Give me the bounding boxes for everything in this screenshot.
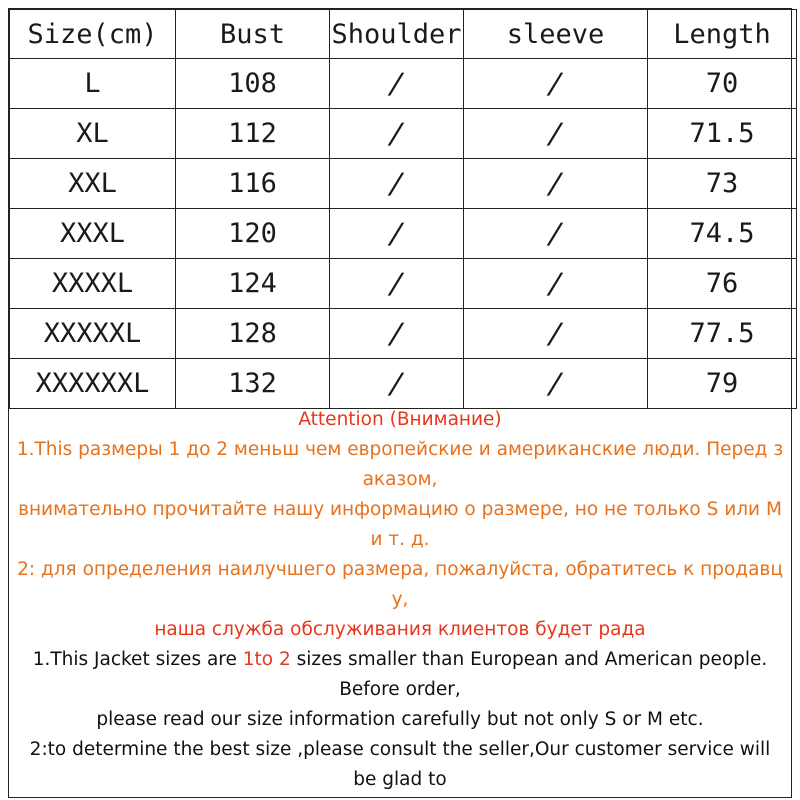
cell-shoulder: / xyxy=(330,159,464,209)
table-row xyxy=(10,159,797,209)
en-note-line: please read our size information carefully but not only S or M etc. xyxy=(96,709,704,730)
size-notes xyxy=(9,405,791,795)
cell-size: XL xyxy=(10,109,176,159)
cell-shoulder: / xyxy=(330,109,464,159)
size-table xyxy=(9,9,797,409)
cell-sleeve: / xyxy=(464,259,648,309)
table-row xyxy=(10,309,797,359)
cell-length: 79 xyxy=(648,359,797,409)
cell-length: 70 xyxy=(648,59,797,109)
ru-note-line: аказом, xyxy=(362,469,438,490)
ru-note-line: и т. д. xyxy=(370,529,430,550)
en-note-line: 2:to determine the best size ,please consult the seller,Our customer service will xyxy=(29,739,771,760)
size-chart-sheet xyxy=(8,8,792,798)
cell-size: XXXL xyxy=(10,209,176,259)
cell-size: XXXXL xyxy=(10,259,176,309)
header-sleeve: sleeve xyxy=(464,10,648,59)
cell-sleeve: / xyxy=(464,359,648,409)
cell-size: XXXXXXL xyxy=(10,359,176,409)
ru-note-line: у, xyxy=(391,589,409,610)
cell-size: XXL xyxy=(10,159,176,209)
cell-shoulder: / xyxy=(330,359,464,409)
cell-bust: 112 xyxy=(176,109,330,159)
cell-length: 76 xyxy=(648,259,797,309)
cell-shoulder: / xyxy=(330,59,464,109)
cell-sleeve: / xyxy=(464,159,648,209)
ru-note-line: 1.This размеры 1 до 2 меньш чем европейские и американские люди. Перед з xyxy=(16,439,784,460)
cell-bust: 108 xyxy=(176,59,330,109)
header-shoulder: Shoulder xyxy=(330,10,464,59)
cell-shoulder: / xyxy=(330,209,464,259)
en-note-text: 1.This Jacket sizes are xyxy=(32,649,243,670)
cell-size: L xyxy=(10,59,176,109)
header-size: Size(cm) xyxy=(10,10,176,59)
cell-bust: 128 xyxy=(176,309,330,359)
cell-bust: 120 xyxy=(176,209,330,259)
attention-heading: Attention (Внимание) xyxy=(298,409,502,430)
cell-sleeve: / xyxy=(464,59,648,109)
table-row xyxy=(10,209,797,259)
cell-bust: 116 xyxy=(176,159,330,209)
cell-length: 74.5 xyxy=(648,209,797,259)
cell-length: 73 xyxy=(648,159,797,209)
cell-sleeve: / xyxy=(464,309,648,359)
en-note-line: Before order, xyxy=(339,679,461,700)
cell-bust: 124 xyxy=(176,259,330,309)
en-note-line: be glad to xyxy=(353,769,447,790)
cell-length: 71.5 xyxy=(648,109,797,159)
cell-sleeve: / xyxy=(464,209,648,259)
table-row xyxy=(10,359,797,409)
ru-note-line: внимательно прочитайте нашу информацию о размере, но не только S или M xyxy=(18,499,782,520)
en-note-highlight: 1to 2 xyxy=(242,649,291,670)
cell-shoulder: / xyxy=(330,309,464,359)
table-header-row xyxy=(10,10,797,59)
table-row xyxy=(10,259,797,309)
header-length: Length xyxy=(648,10,797,59)
en-note-line xyxy=(9,645,791,675)
table-row xyxy=(10,59,797,109)
en-note-text: sizes smaller than European and American people. xyxy=(290,649,768,670)
ru-note-line: 2: для определения наилучшего размера, пожалуйста, обратитесь к продавц xyxy=(17,559,783,580)
ru-note-line: наша служба обслуживания клиентов будет рада xyxy=(154,619,646,640)
cell-sleeve: / xyxy=(464,109,648,159)
cell-bust: 132 xyxy=(176,359,330,409)
cell-length: 77.5 xyxy=(648,309,797,359)
table-row xyxy=(10,109,797,159)
header-bust: Bust xyxy=(176,10,330,59)
cell-shoulder: / xyxy=(330,259,464,309)
cell-size: XXXXXL xyxy=(10,309,176,359)
